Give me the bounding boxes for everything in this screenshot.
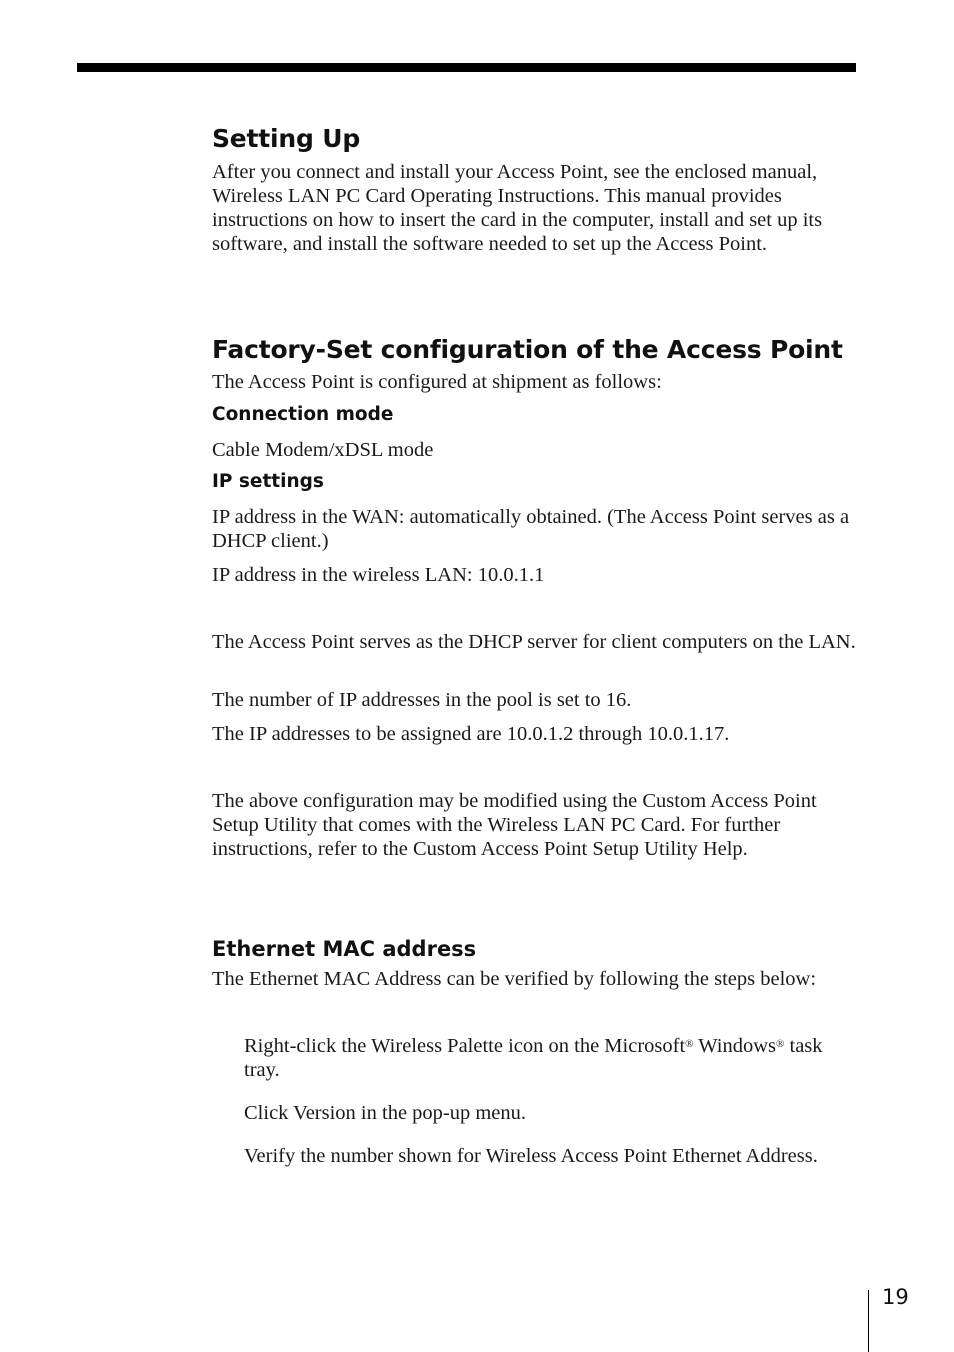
registered-mark: ® (776, 1038, 785, 1050)
ip-wan-text: IP address in the WAN: automatically obtained. (The Access Point serves as a DHCP client.) (212, 506, 850, 552)
pool-size-text: The number of IP addresses in the pool is set to 16. (212, 689, 632, 711)
step-1-text-a: Right-click the Wireless Palette icon on the Microsoft (244, 1035, 686, 1057)
page-number: 19 (882, 1285, 909, 1309)
top-rule (77, 63, 856, 72)
factory-config-intro: The Access Point is configured at shipment as follows: (212, 371, 662, 393)
ip-settings-label: IP settings (212, 471, 324, 492)
step-1-text-b: Windows (693, 1035, 777, 1057)
step-1 (244, 1034, 844, 1082)
page-number-rule (868, 1290, 869, 1352)
step-1-text-c: task tray. (244, 1035, 823, 1081)
step-3: Verify the number shown for Wireless Access Point Ethernet Address. (244, 1145, 818, 1167)
registered-mark: ® (685, 1038, 694, 1050)
modify-note-text: The above configuration may be modified using the Custom Access Point Setup Utility that comes with the Wireless LAN PC Card. For further instructions, refer to the Custom Access Point Setup Utility Help. (212, 790, 817, 860)
connection-mode-label: Connection mode (212, 404, 394, 425)
factory-config-heading: Factory-Set configuration of the Access Point (212, 335, 843, 364)
mac-address-heading: Ethernet MAC address (212, 937, 477, 961)
mac-address-intro: The Ethernet MAC Address can be verified by following the steps below: (212, 968, 817, 990)
step-2: Click Version in the pop-up menu. (244, 1102, 527, 1124)
connection-mode-value: Cable Modem/xDSL mode (212, 439, 434, 461)
setting-up-body: After you connect and install your Access Point, see the enclosed manual, Wireless LAN PC Card Operating Instructions. This manual provides instructions on how to insert the card in the computer, install and set up its software, and install the software needed to set up the Access Point. (212, 161, 823, 255)
setting-up-heading: Setting Up (212, 124, 361, 153)
assigned-range-text: The IP addresses to be assigned are 10.0.1.2 through 10.0.1.17. (212, 723, 730, 745)
dhcp-server-text: The Access Point serves as the DHCP server for client computers on the LAN. (212, 631, 856, 653)
ip-wlan-text: IP address in the wireless LAN: 10.0.1.1 (212, 564, 545, 586)
